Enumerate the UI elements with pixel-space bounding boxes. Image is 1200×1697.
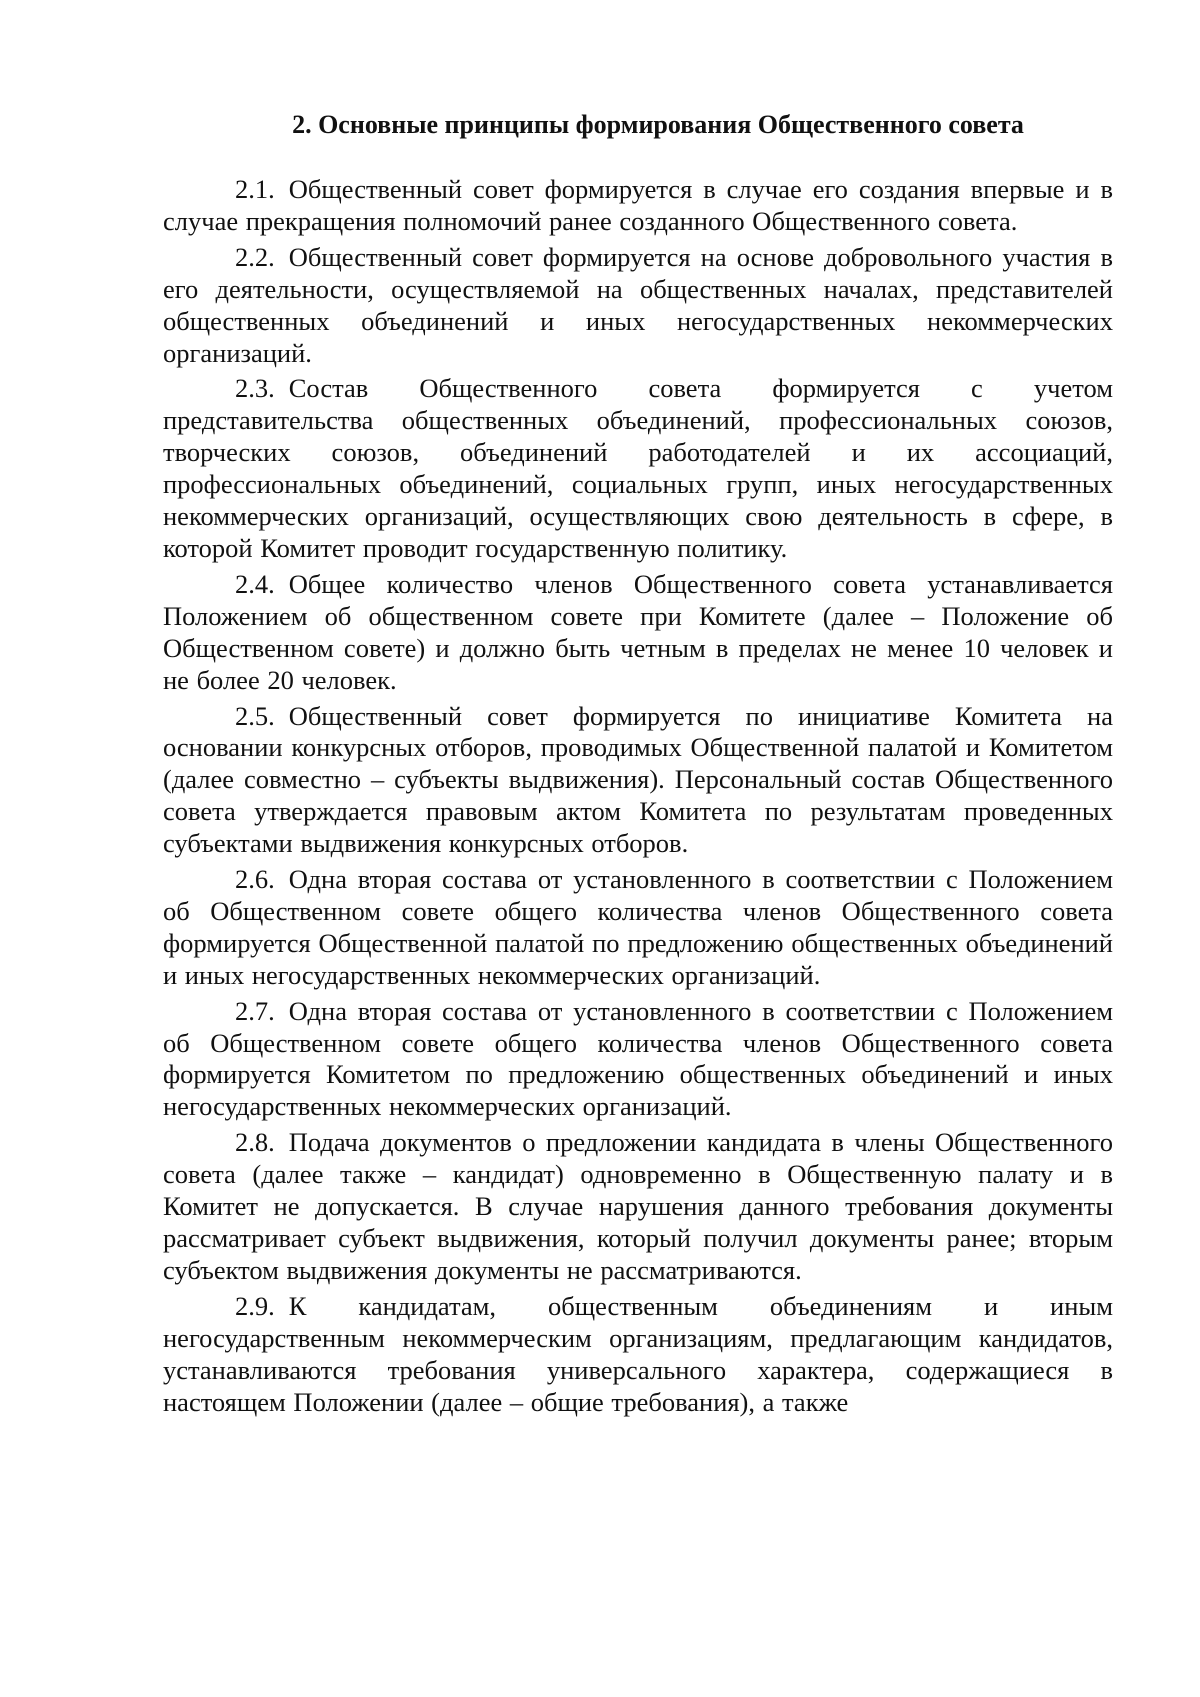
clause-text: Общественный совет формируется на основе добровольного участия в его деятельности, осуществляемой на общественных началах, представителей общественных объединений и иных негосударственных некоммерческих организаций. [163,241,1113,368]
clause-2-9 [163,1291,1113,1419]
clause-2-4 [163,569,1113,697]
clause-text: Одна вторая состава от установленного в соответствии с Положением об Общественном совете общего количества членов Общественного совета формируется Общественной палатой по предложению общественных объединений и иных негосударственных некоммерческих организаций. [163,864,1113,990]
clause-2-2 [163,242,1113,370]
clause-text: К кандидатам, общественным объединениям и иным негосударственным некоммерческим организациям, предлагающим кандидатов, устанавливаются требования универсального характера, содержащиеся в настоящем Положении (далее – общие требования), а также [163,1290,1113,1417]
clause-2-8 [163,1127,1113,1287]
clause-text: Общественный совет формируется в случае его создания впервые и в случае прекращения полномочий ранее созданного Общественного совета. [163,174,1113,236]
section-title: 2. Основные принципы формирования Общественного совета [292,110,1024,139]
clause-number: 2.9. [235,1290,275,1321]
clause-number: 2.5. [235,700,275,731]
clause-2-3 [163,373,1113,564]
clause-text: Одна вторая состава от установленного в соответствии с Положением об Общественном совете общего количества членов Общественного совета формируется Комитетом по предложению общественных объединений и иных негосударственных некоммерческих организаций. [163,995,1113,1122]
document-page [163,110,1113,1422]
clause-text: Общественный совет формируется по инициативе Комитета на основании конкурсных отборов, проводимых Общественной палатой и Комитетом (далее совместно – субъекты выдвижения). Персональный состав Общественного совета утверждается правовым актом Комитета по результатам проведенных субъектами выдвижения конкурсных отборов. [163,700,1113,859]
clause-text: Подача документов о предложении кандидата в члены Общественного совета (далее также – кандидат) одновременно в Общественную палату и в Комитет не допускается. В случае нарушения данного требования документы рассматривает субъект выдвижения, который получил документы ранее; вторым субъектом выдвижения документы не рассматриваются. [163,1127,1113,1285]
clause-2-6 [163,864,1113,992]
clause-number: 2.4. [235,568,275,599]
clause-number: 2.7. [235,995,275,1026]
clause-2-7 [163,996,1113,1124]
clause-number: 2.6. [235,864,275,895]
clause-number: 2.2. [235,241,275,272]
clause-number: 2.3. [235,373,275,404]
clause-2-5 [163,701,1113,861]
clause-number: 2.8. [235,1127,275,1158]
clause-text: Состав Общественного совета формируется с учетом представительства общественных объединений, профессиональных союзов, творческих союзов, объединений работодателей и их ассоциаций, профессиональных объединений, социальных групп, иных негосударственных некоммерческих организаций, осуществляющих свою деятельность в сфере, в которой Комитет проводит государственную политику. [163,373,1113,563]
clause-2-1 [163,174,1113,238]
clause-text: Общее количество членов Общественного совета устанавливается Положением об общественном совете при Комитете (далее – Положение об Общественном совете) и должно быть четным в пределах не менее 10 человек и не более 20 человек. [163,568,1113,695]
clause-number: 2.1. [235,174,275,204]
